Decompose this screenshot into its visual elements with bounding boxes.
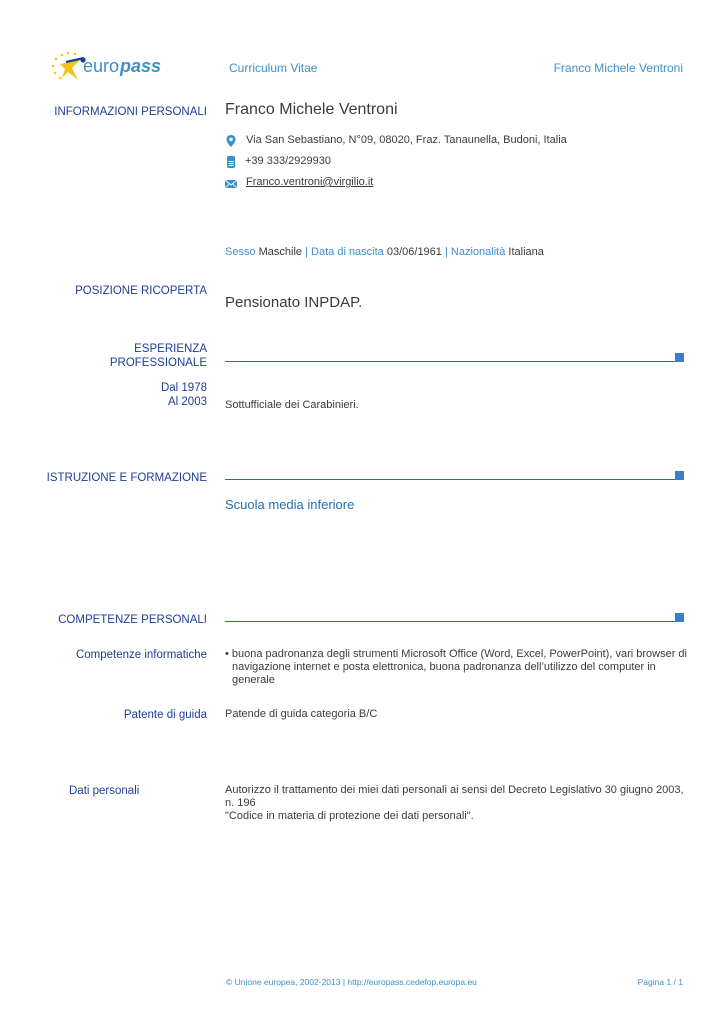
section-label-experience <box>110 342 207 370</box>
experience-dates <box>161 381 207 409</box>
consent-line: "Codice in materia di protezione dei dati personali". <box>225 810 474 822</box>
computer-skills-text <box>225 648 695 687</box>
section-label-position: POSIZIONE RICOPERTA <box>75 285 207 297</box>
position-value: Pensionato INPDAP. <box>225 294 363 311</box>
section-divider-marker <box>675 471 684 480</box>
document-type: Curriculum Vitae <box>229 61 318 75</box>
phone-icon <box>224 155 238 169</box>
email-link[interactable]: Franco.ventroni@virgilio.it <box>246 176 374 188</box>
experience-from: Dal 1978 <box>160 382 207 394</box>
computer-skills-line: navigazione internet e posta elettronica, buona padronanza dell’utilizzo del computer in generale <box>232 661 656 686</box>
sex-value: Maschile <box>258 246 303 258</box>
personal-details-line <box>225 246 544 258</box>
separator: | <box>444 246 448 258</box>
nationality-value: Italiana <box>508 246 544 258</box>
experience-to: Al 2003 <box>167 396 207 408</box>
full-name: Franco Michele Ventroni <box>225 101 398 118</box>
section-divider-marker <box>675 613 684 622</box>
personal-data-label: Dati personali <box>69 785 140 797</box>
birth-date-label: Data di nascita <box>311 246 384 258</box>
location-pin-icon <box>224 134 238 148</box>
section-divider-marker <box>675 353 684 362</box>
section-divider <box>225 621 675 622</box>
consent-line: Autorizzo il trattamento dei miei dati personali ai sensi del Decreto Legislativo 30 giugno 2003, n. 196 <box>225 784 684 809</box>
section-label-education: ISTRUZIONE E FORMAZIONE <box>46 472 207 484</box>
driving-license-label: Patente di guida <box>123 709 207 721</box>
computer-skills-line: • buona padronanza degli strumenti Microsoft Office (Word, Excel, PowerPoint), vari browser di <box>225 648 687 660</box>
sex-label: Sesso <box>225 246 256 258</box>
education-title: Scuola media inferiore <box>225 497 355 512</box>
logo-text-pass: pass <box>120 56 162 76</box>
footer-copyright: © Unione europea, 2002-2013 | http://europass.cedefop.europa.eu <box>226 977 477 987</box>
personal-data-consent <box>225 784 695 823</box>
section-divider <box>225 361 675 362</box>
section-label-personal-info: INFORMAZIONI PERSONALI <box>54 106 207 118</box>
separator: | <box>305 246 308 258</box>
section-divider <box>225 479 675 480</box>
header-name: Franco Michele Ventroni <box>553 61 683 75</box>
driving-license-value: Patende di guida categoria B/C <box>225 708 378 720</box>
section-label-line: PROFESSIONALE <box>109 357 207 369</box>
experience-description: Sottufficiale dei Carabinieri. <box>225 399 359 411</box>
footer-page-number: Pagina 1 / 1 <box>637 977 683 987</box>
computer-skills-label: Competenze informatiche <box>75 649 207 661</box>
section-label-line: ESPERIENZA <box>134 343 207 355</box>
nationality-label: Nazionalità <box>450 246 506 258</box>
section-label-skills: COMPETENZE PERSONALI <box>58 614 207 626</box>
birth-date-value: 03/06/1961 <box>386 246 442 258</box>
phone: +39 333/2929930 <box>245 155 331 167</box>
europass-logo <box>50 50 160 84</box>
envelope-icon <box>224 177 238 191</box>
address: Via San Sebastiano, N°09, 08020, Fraz. Tanaunella, Budoni, Italia <box>246 134 567 146</box>
logo-text-euro: euro <box>83 56 120 76</box>
